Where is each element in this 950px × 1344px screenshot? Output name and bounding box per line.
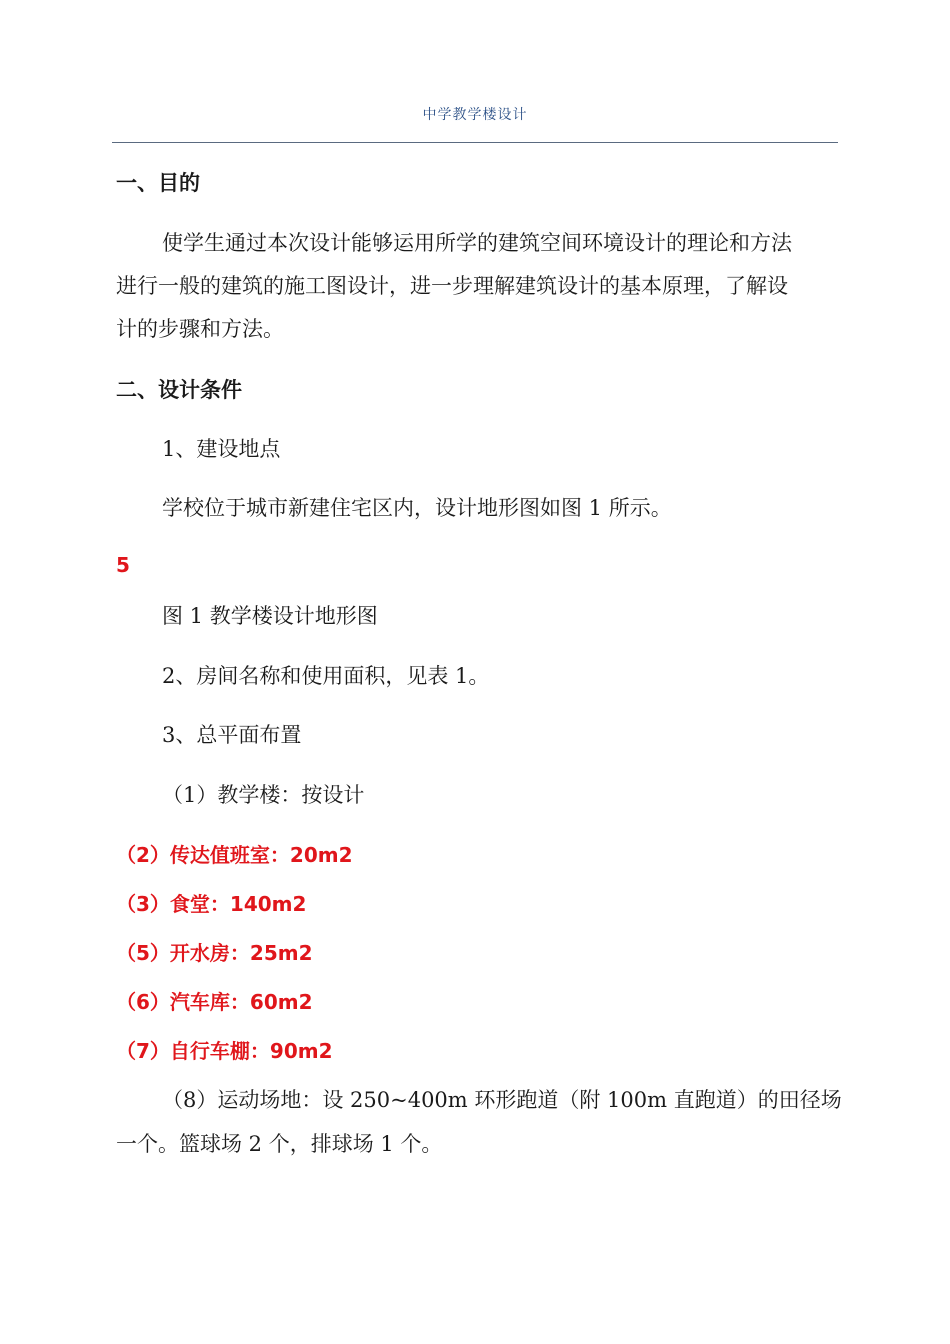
item1-label: 1、建设地点 [162, 437, 281, 461]
section1-heading: 一、目的 [116, 171, 200, 195]
subitem-2: （2）传达值班室：20m2 [116, 843, 353, 867]
subitem-8-line2: 一个。篮球场 2 个，排球场 1 个。 [116, 1132, 443, 1156]
red-number: 5 [116, 553, 130, 577]
figure-caption: 图 1 教学楼设计地形图 [162, 604, 378, 628]
section1-para-line1: 使学生通过本次设计能够运用所学的建筑空间环境设计的理论和方法 [162, 231, 792, 255]
section1-para-line2: 进行一般的建筑的施工图设计，进一步理解建筑设计的基本原理，了解设 [116, 274, 788, 298]
section1-para-line3: 计的步骤和方法。 [116, 317, 284, 341]
item1-text: 学校位于城市新建住宅区内，设计地形图如图 1 所示。 [162, 496, 672, 520]
subitem-7: （7）自行车棚：90m2 [116, 1039, 333, 1063]
section2-heading: 二、设计条件 [116, 378, 242, 402]
subitem-1: （1）教学楼：按设计 [162, 783, 365, 807]
subitem-8-line1: （8）运动场地：设 250~400m 环形跑道（附 100m 直跑道）的田径场 [162, 1088, 842, 1112]
item2-label: 2、房间名称和使用面积，见表 1。 [162, 664, 490, 688]
header-title: 中学教学楼设计 [422, 107, 528, 123]
header-divider [112, 142, 838, 143]
subitem-3: （3）食堂：140m2 [116, 892, 307, 916]
subitem-5: （5）开水房：25m2 [116, 941, 313, 965]
subitem-6: （6）汽车库：60m2 [116, 990, 313, 1014]
item3-label: 3、总平面布置 [162, 723, 302, 747]
